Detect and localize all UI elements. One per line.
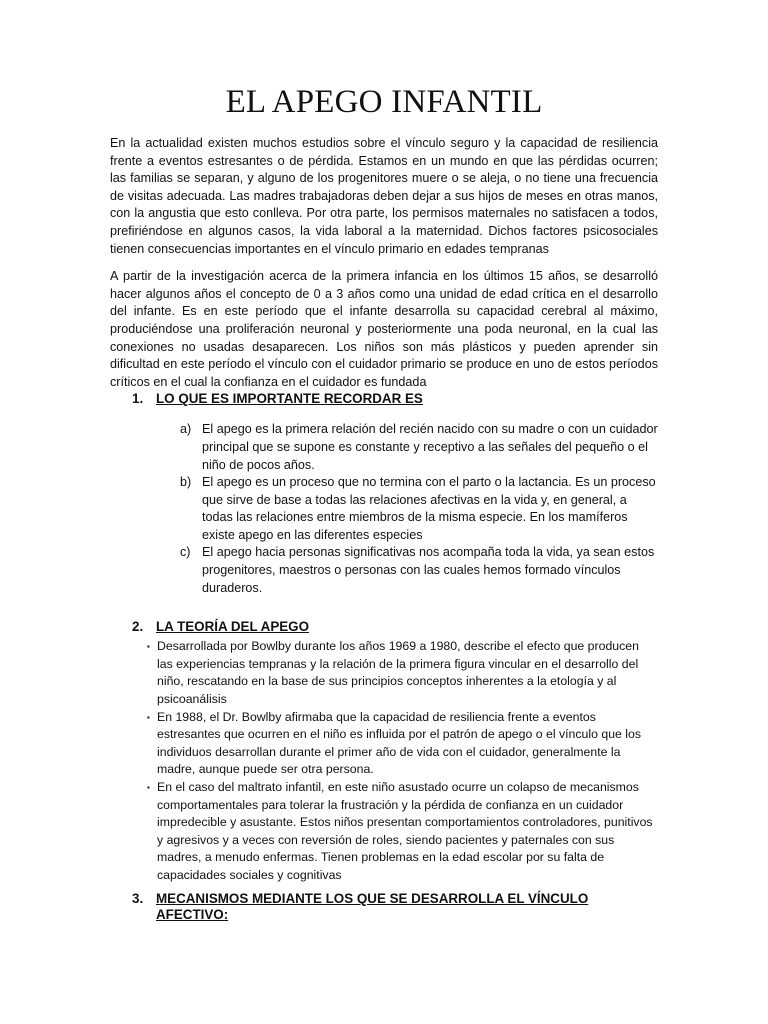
theory-list <box>110 638 658 884</box>
list-item-text: El apego es un proceso que no termina con el parto o la lactancia. Es un proceso que sirve de base a todas las relaciones afectivas en la vida y, en general, a todas las relaciones entre miembros de la misma especie. En los mamíferos existe apego en las diferentes especies <box>202 475 656 542</box>
page-title: EL APEGO INFANTIL <box>225 84 543 120</box>
list-marker: b) <box>180 475 192 490</box>
list-marker: a) <box>180 422 192 437</box>
list-item-text: En el caso del maltrato infantil, en este niño asustado ocurre un colapso de mecanismos comportamentales para tolerar la frustración y la pérdida de confianza en un cuidador impredecible y asustante. Estos niños presentan comportamientos controladores, punitivos y agresivos y a veces con reversión de roles, siendo pacientes y paternales con sus madres, a menudo enfermas. Tienen problemas en la edad escolar por su falta de capacidades sociales y cognitivas <box>157 780 653 882</box>
list-item-text: Desarrollada por Bowlby durante los años 1969 a 1980, describe el efecto que producen las experiencias tempranas y la relación de la primera figura vincular en el desarrollo del niño, rescatando en la base de sus principios conceptos inherentes a la etología y al psicoanálisis <box>157 639 639 707</box>
list-marker: c) <box>180 545 191 560</box>
section-heading-theory <box>110 619 658 635</box>
list-item <box>147 638 658 708</box>
list-item <box>147 779 658 885</box>
list-item-text: El apego es la primera relación del recién nacido con su madre o con un cuidador principal que se supone es constante y receptivo a las señales del pequeño o el niño de pocos años. <box>202 422 658 472</box>
list-item <box>180 474 658 544</box>
section-heading-mechanisms <box>110 891 658 923</box>
square-bullet-icon: ▪ <box>147 783 150 792</box>
section-title: MECANISMOS MEDIANTE LOS QUE SE DESARROLLA EL VÍNCULO AFECTIVO: <box>156 890 589 922</box>
intro-paragraph: En la actualidad existen muchos estudios sobre el vínculo seguro y la capacidad de resiliencia frente a eventos estresantes o de pérdida. Estamos en un mundo en que las pérdidas ocurren; las familias se separan, y alguno de los progenitores muere o se aleja, o no tiene una frecuencia de visitas adecuada. Las madres trabajadoras deben dejar a sus hijos de meses en otras manos, con la angustia que esto conlleva. Por otra parte, los permisos maternales no satisfacen a todos, prefiriéndose en algunos casos, la vida laboral a la maternidad. Dichos factores psicosociales tienen consecuencias importantes en el vínculo primario en edades tempranas <box>110 136 658 256</box>
list-item <box>147 709 658 779</box>
section-number: 1. <box>132 391 144 407</box>
list-item <box>180 544 658 597</box>
list-item-text: En 1988, el Dr. Bowlby afirmaba que la capacidad de resiliencia frente a eventos estresantes que ocurren en el niño es influida por el patrón de apego o el vínculo que los individuos desarrollan durante el primer año de vida con el cuidador, generalmente la madre, aunque puede ser otra persona. <box>157 709 642 777</box>
list-item-text: El apego hacia personas significativas nos acompaña toda la vida, ya sean estos progenitores, maestros o personas con las cuales hemos formado vínculos duraderos. <box>202 545 655 595</box>
section-number: 3. <box>132 890 144 906</box>
section-number: 2. <box>132 619 144 635</box>
important-list <box>110 421 658 597</box>
infancy-paragraph: A partir de la investigación acerca de la primera infancia en los últimos 15 años, se desarrolló hacer algunos años el concepto de 0 a 3 años como una unidad de edad crítica en el desarrollo del infante. Es en este período que el infante desarrolla su capacidad cerebral al máximo, produciéndose una proliferación neuronal y posteriormente una poda neuronal, en la cual las conexiones no usadas desaparecen. Los niños son más plásticos y pueden aprender sin dificultad en este período el vínculo con el cuidador primario se produce en uno de estos períodos críticos en el cual la confianza en el cuidador es fundada <box>110 269 658 389</box>
section-title: LA TEORÍA DEL APEGO <box>156 619 310 635</box>
list-item <box>180 421 658 474</box>
section-heading-important <box>110 391 658 407</box>
square-bullet-icon: ▪ <box>147 642 150 652</box>
square-bullet-icon: ▪ <box>147 712 150 722</box>
section-title: LO QUE ES IMPORTANTE RECORDAR ES <box>156 391 423 407</box>
